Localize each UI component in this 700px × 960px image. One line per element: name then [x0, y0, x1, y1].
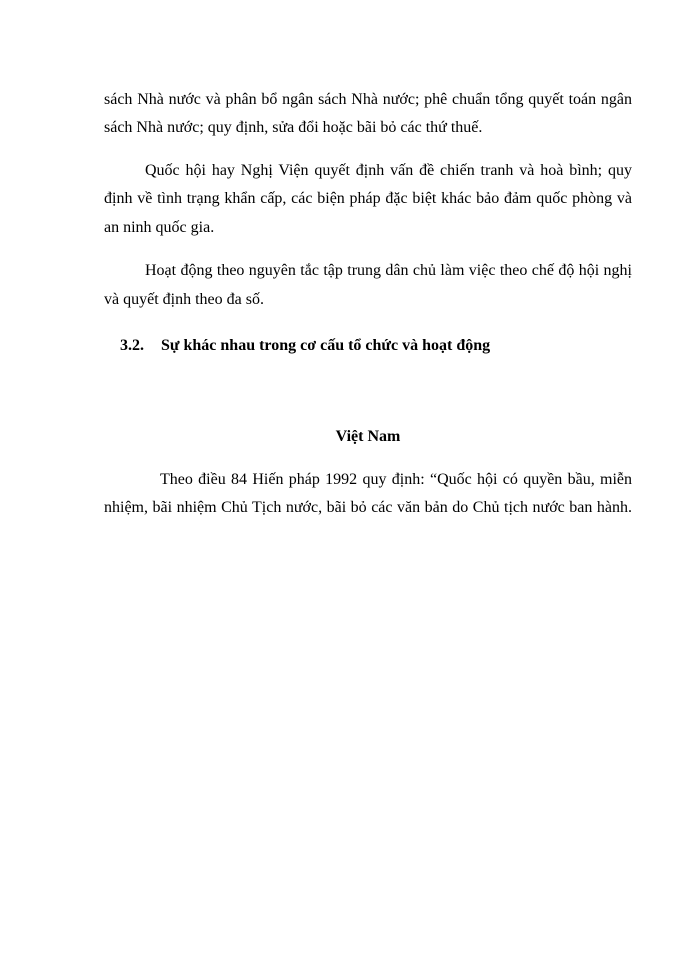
paragraph-2-line-3: an ninh quốc gia. — [104, 219, 215, 236]
paragraph-2-line-1: Quốc hội hay Nghị Viện quyết định vấn đề chiến tranh và hoà bình; quy — [145, 162, 632, 179]
section-number: 3.2. — [120, 337, 144, 354]
paragraph-4-line-2: nhiệm, bãi nhiệm Chủ Tịch nước, bãi bỏ các văn bản do Chủ tịch nước ban hành. — [104, 499, 632, 516]
paragraph-3-line-2: và quyết định theo đa số. — [104, 291, 264, 308]
paragraph-1-line-1: sách Nhà nước và phân bổ ngân sách Nhà nước; phê chuẩn tổng quyết toán ngân — [104, 91, 632, 108]
paragraph-1-line-2: sách Nhà nước; quy định, sửa đổi hoặc bãi bỏ các thứ thuế. — [104, 119, 483, 136]
section-title: Sự khác nhau trong cơ cấu tổ chức và hoạt động — [161, 337, 491, 354]
subheading-viet-nam: Việt Nam — [335, 428, 401, 445]
paragraph-3-line-1: Hoạt động theo nguyên tắc tập trung dân chủ làm việc theo chế độ hội nghị — [145, 262, 632, 279]
paragraph-4-line-1: Theo điều 84 Hiến pháp 1992 quy định: “Quốc hội có quyền bầu, miễn — [160, 471, 632, 488]
section-heading — [104, 336, 490, 356]
paragraph-2-line-2: định về tình trạng khẩn cấp, các biện pháp đặc biệt khác bảo đảm quốc phòng và — [104, 190, 632, 207]
